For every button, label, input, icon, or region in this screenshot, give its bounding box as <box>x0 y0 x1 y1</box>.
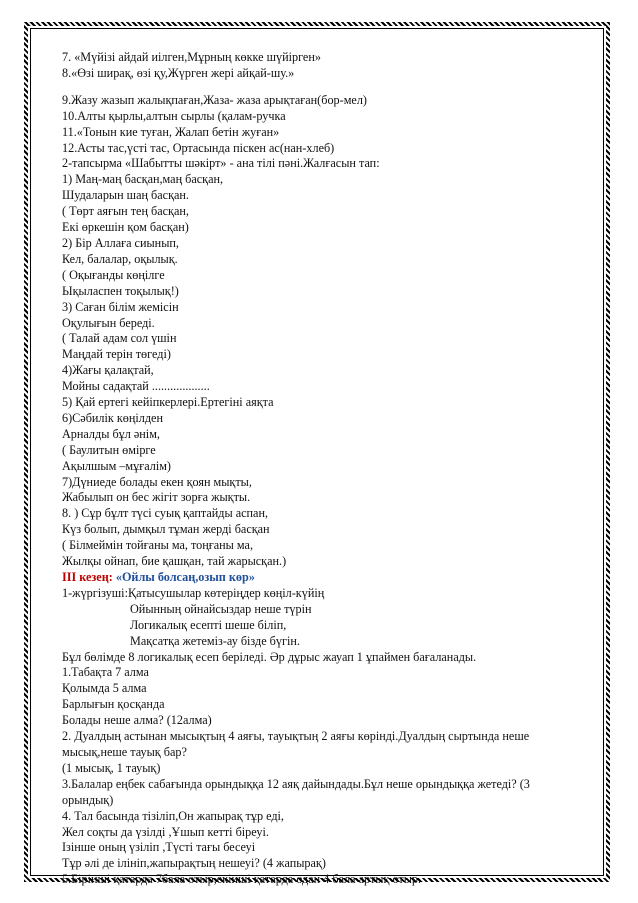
text-line: (1 мысық, 1 тауық) <box>62 760 161 775</box>
text-line: Жабылып он бес жігіт зорға жықты. <box>62 490 251 505</box>
text-line: Жылқы ойнап, бие қашқан, тай жарысқан.) <box>62 554 287 569</box>
text-line: Маңдай терін төгеді) <box>62 347 171 362</box>
text-line: 5.Бірінші қатарда 7бала отыр,екінші қатарда одан 4 бала артық отыр. <box>62 872 422 887</box>
text-line: Ізінше оның үзіліп ,Түсті тағы бесеуі <box>62 840 256 855</box>
text-line: 2. Дуалдың астынан мысықтың 4 аяғы, тауықтың 2 аяғы көрінді.Дуалдың сыртында неше мысық,неше тауық бар? <box>62 729 530 759</box>
text-line: 2) Бір Аллаға сиынып, <box>62 235 179 250</box>
text-line: ( Білмеймін тойғаны ма, тоңғаны ма, <box>62 538 253 553</box>
text-line: Арналды бұл әнім, <box>62 426 160 441</box>
text-line: ( Төрт аяғын тең басқан, <box>62 204 189 219</box>
bottom-text-block <box>62 650 582 889</box>
poem-line: Логикалық есепті шеше біліп, <box>130 617 287 632</box>
text-line: Жел соқты да үзілді ,Ұшып кетті біреуі. <box>62 824 269 839</box>
text-line: 1.Табақта 7 алма <box>62 665 149 680</box>
text-line: Бұл бөлімде 8 логикалық есеп беріледі. Әр дұрыс жауап 1 ұпаймен бағаланады. <box>62 649 477 664</box>
text-line: Болады неше алма? (12алма) <box>62 713 212 728</box>
text-line: 2-тапсырма «Шабытты шәкірт» - ана тілі пәні.Жалғасын тап: <box>62 156 380 171</box>
text-line: 5) Қай ертегі кейіпкерлері.Ертегіні аяқта <box>62 395 274 410</box>
text-line: 7. «Мүйізі айдай иілген,Мұрның көкке шүйірген» <box>62 50 321 64</box>
spacer <box>62 82 582 93</box>
text-line: 3.Балалар еңбек сабағында орындыққа 12 аяқ дайындады.Бұл неше орындыққа жетеді? (3 орындық) <box>62 776 530 807</box>
text-line: Тұр әлі де ілініп,жапырақтың нешеуі? (4 жапырақ) <box>62 856 326 871</box>
stage-heading <box>62 570 582 586</box>
text-line: 10.Алты қырлы,алтын сырлы (қалам-ручка <box>62 108 286 123</box>
text-line: 12.Асты тас,үсті тас, Ортасында піскен ас(нан-хлеб) <box>62 140 335 155</box>
text-line: 3) Саған білім жемісін <box>62 299 179 314</box>
text-line: Мойны садақтай ................... <box>62 379 210 394</box>
text-line: Ықыласпен тоқылық!) <box>62 283 179 298</box>
text-line: 9.Жазу жазып жалықпаған,Жаза- жаза арықтаған(бор-мел) <box>62 92 367 107</box>
text-line: Қолымда 5 алма <box>62 681 147 696</box>
main-text-block <box>62 93 582 570</box>
text-line: Оқулығын береді. <box>62 315 155 330</box>
text-line: Шудаларын шаң басқан. <box>62 188 189 203</box>
poem-line: Ойынның ойнайсыздар неше түрін <box>130 601 312 616</box>
text-line: Барлығын қосқанда <box>62 697 165 712</box>
text-line: 7)Дүниеде болады екен қоян мықты, <box>62 474 252 489</box>
stage-label: ІІІ кезең: <box>62 570 116 584</box>
text-line: ( Баулитын өмірге <box>62 442 156 457</box>
text-line: 1) Маң-маң басқан,маң басқан, <box>62 172 224 187</box>
poem-line: Мақсатқа жетеміз-ау бізде бүгін. <box>130 633 300 648</box>
text-line: ( Оқығанды көңілге <box>62 267 165 282</box>
text-line: 4. Тал басында тізіліп,Он жапырақ тұр еді, <box>62 808 284 823</box>
text-line: 1-жүргізуші:Қатысушылар көтеріңдер көңіл-күйің <box>62 585 325 600</box>
text-line: 8. ) Сұр бұлт түсі суық қаптайды аспан, <box>62 506 269 521</box>
text-line: Екі өркешін қом басқан) <box>62 220 189 235</box>
text-line: 8.«Өзі ширақ, өзі қу,Жүрген жері айқай-шу.» <box>62 65 295 80</box>
text-line: Ақылшым –мұғалім) <box>62 458 171 473</box>
text-line: 4)Жағы қалақтай, <box>62 363 154 378</box>
text-line: ( Талай адам сол үшін <box>62 331 177 346</box>
document-body <box>62 50 582 888</box>
text-line: Күз болып, дымқыл тұман жерді басқан <box>62 522 270 537</box>
text-line: 11.«Тонын киe туған, Жалап бетін жуған» <box>62 124 280 139</box>
text-line: 6)Сәбилік көңілден <box>62 410 163 425</box>
text-line: Кел, балалар, оқылық. <box>62 251 178 266</box>
stage-title: «Ойлы болсаң,озып көр» <box>115 570 255 584</box>
